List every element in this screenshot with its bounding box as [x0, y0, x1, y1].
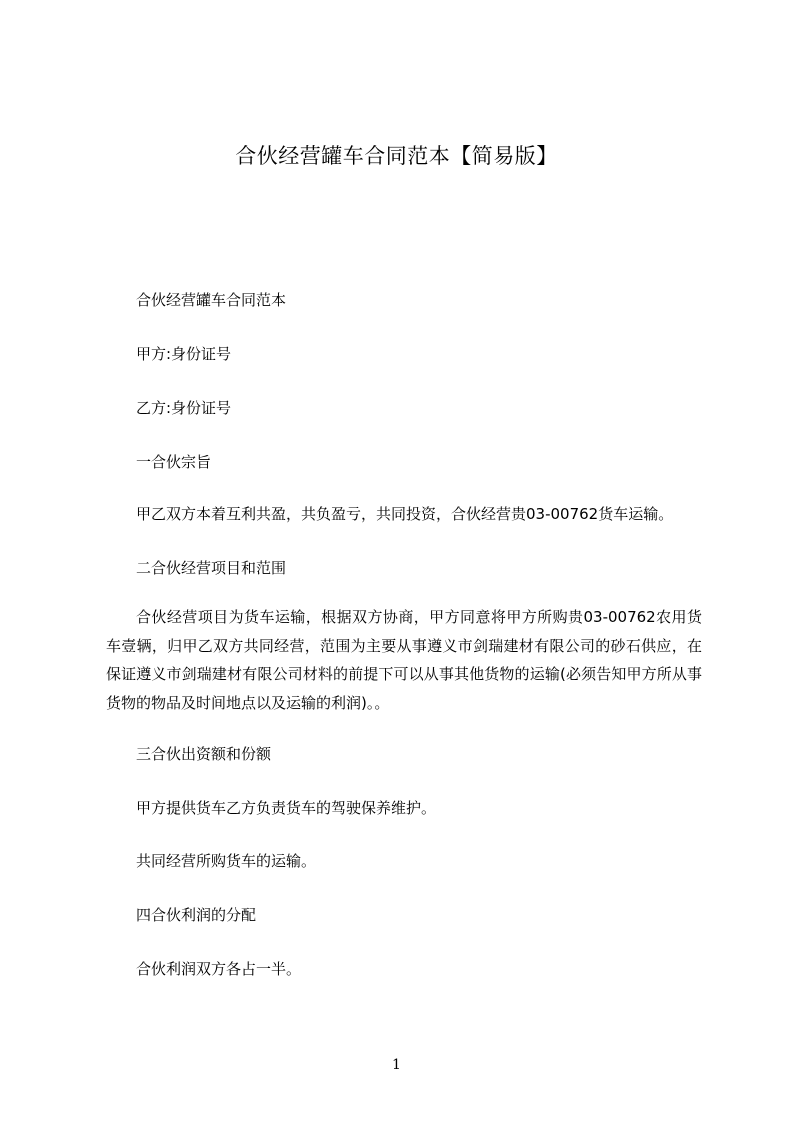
document-title: 合伙经营罐车合同范本【简易版】	[235, 144, 558, 168]
paragraph-purpose: 甲乙双方本着互利共盈，共负盈亏，共同投资，合伙经营贵03-00762货车运输。	[136, 505, 674, 523]
section-heading-profit: 四合伙利润的分配	[136, 906, 257, 924]
paragraph-capital-2: 共同经营所购货车的运输。	[136, 852, 317, 870]
paragraph-profit: 合伙利润双方各占一半。	[136, 960, 302, 978]
section-heading-capital: 三合伙出资额和份额	[136, 745, 272, 763]
paragraph-capital-1: 甲方提供货车乙方负责货车的驾驶保养维护。	[136, 799, 437, 817]
page-number: 1	[392, 1057, 401, 1073]
section-heading-scope: 二合伙经营项目和范围	[136, 559, 287, 577]
paragraph-party-b: 乙方:身份证号	[136, 399, 232, 417]
paragraph-subtitle: 合伙经营罐车合同范本	[136, 291, 287, 309]
paragraph-party-a: 甲方:身份证号	[136, 345, 232, 363]
section-heading-purpose: 一合伙宗旨	[136, 453, 212, 471]
paragraph-scope: 合伙经营项目为货车运输，根据双方协商，甲方同意将甲方所购贵03-00762农用货车壹辆，归甲乙双方共同经营，范围为主要从事遵义市剑瑞建材有限公司的砂石供应，在保证遵义市剑瑞建材有限公司材料的前提下可以从事其他货物的运输(必须告知甲方所从事货物的物品及时间地点以及运输的利润)。。	[106, 608, 702, 712]
